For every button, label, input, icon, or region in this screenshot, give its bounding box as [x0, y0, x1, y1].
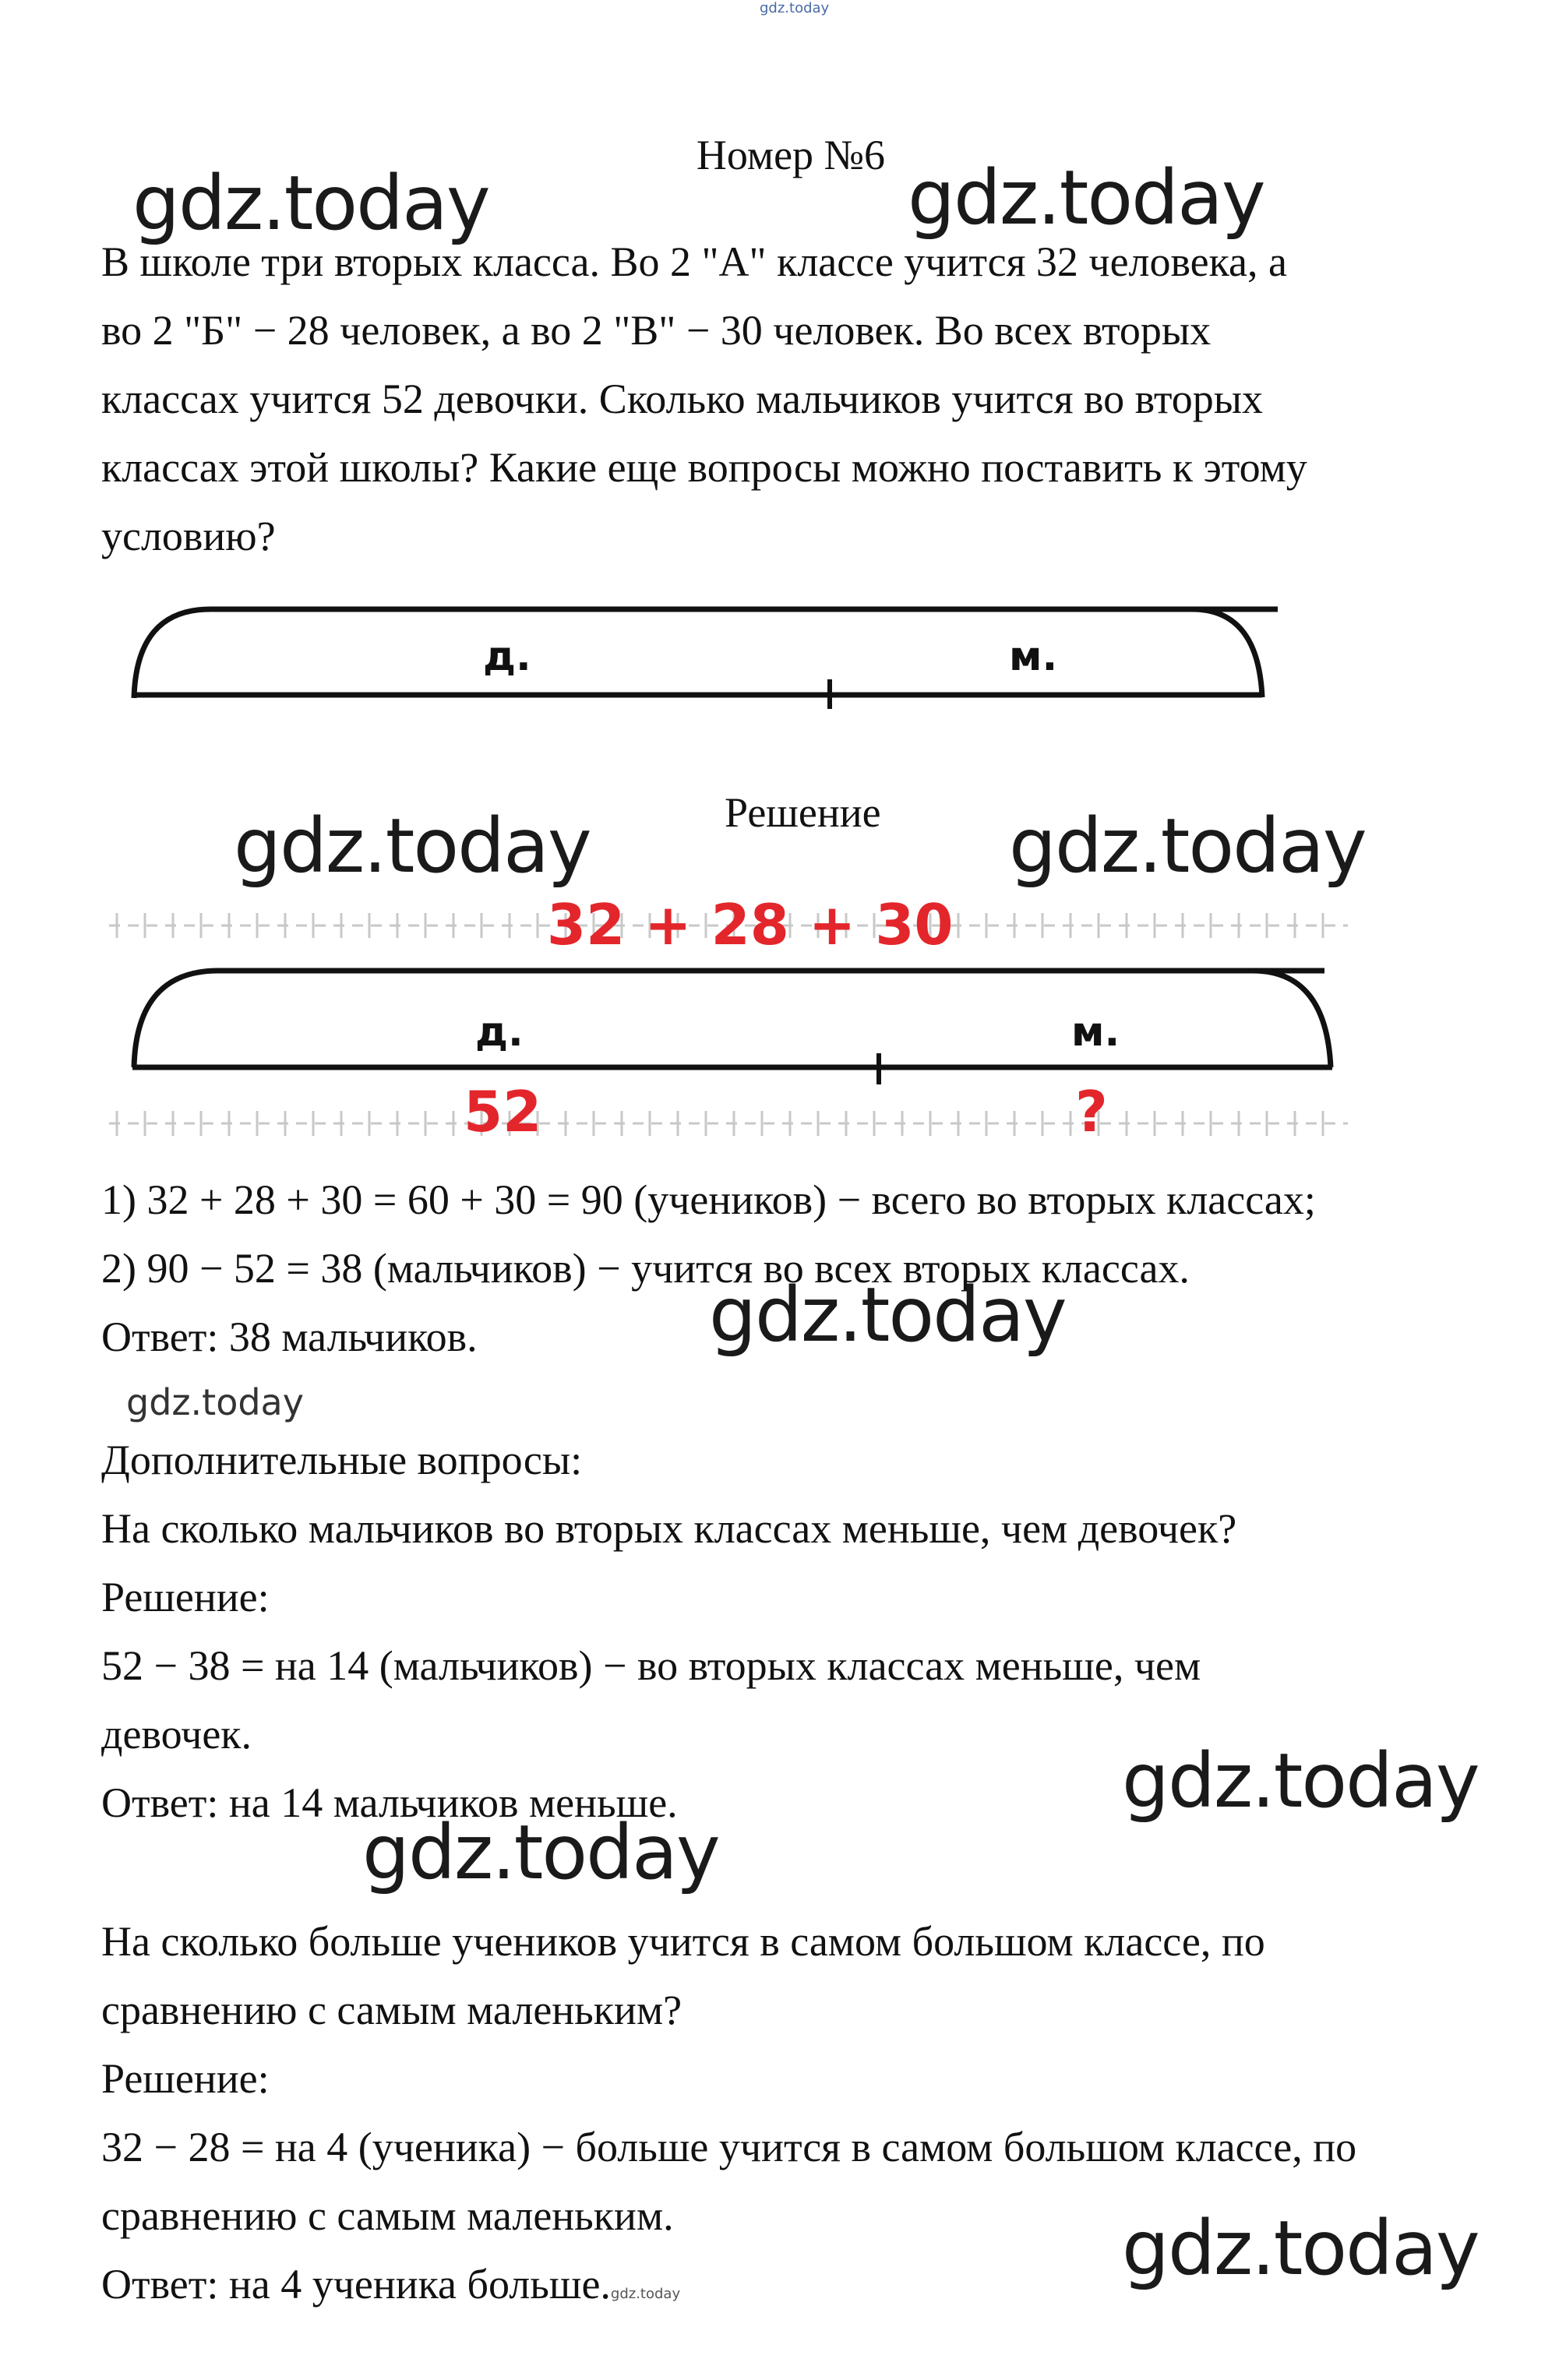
- top-expression: 32 + 28 + 30: [547, 892, 954, 957]
- text-line: условию?: [101, 513, 276, 559]
- text-line: Решение:: [101, 2055, 270, 2102]
- segment-diagram-problem: [125, 592, 1278, 717]
- top-watermark: gdz.today: [760, 0, 830, 16]
- label-boys: м.: [1009, 633, 1058, 680]
- brace: [134, 971, 1324, 1067]
- text-line: классах этой школы? Какие еще вопросы можно поставить к этому: [101, 444, 1307, 491]
- boys-unknown: ?: [1075, 1079, 1108, 1144]
- text-line: 2) 90 − 52 = 38 (мальчиков) − учится во всех вторых классах.: [101, 1245, 1190, 1292]
- watermark: gdz.today: [709, 1271, 1066, 1359]
- text-line: девочек.: [101, 1711, 252, 1758]
- text-line: Ответ: 38 мальчиков.: [101, 1313, 478, 1360]
- text-line: 52 − 38 = на 14 (мальчиков) − во вторых классах меньше, чем: [101, 1642, 1201, 1689]
- watermark: gdz.today: [132, 160, 489, 247]
- text-line: сравнению с самым маленьким.: [101, 2192, 674, 2239]
- text-line: классах учится 52 девочки. Сколько мальчиков учится во вторых: [101, 376, 1263, 422]
- text-line: 1) 32 + 28 + 30 = 60 + 30 = 90 (учеников) − всего во вторых классах;: [101, 1176, 1316, 1223]
- watermark: gdz.today: [908, 154, 1264, 242]
- text-line: Решение:: [101, 1574, 270, 1620]
- text-line: На сколько мальчиков во вторых классах меньше, чем девочек?: [101, 1505, 1237, 1552]
- solution-heading: Решение: [725, 789, 881, 836]
- extra-heading: Дополнительные вопросы:: [101, 1437, 583, 1483]
- watermark: gdz.today: [126, 1381, 304, 1423]
- watermark: gdz.today: [1122, 1737, 1479, 1825]
- page-title: Номер №6: [696, 132, 886, 178]
- text-line: На сколько больше учеников учится в самом большом классе, по: [101, 1918, 1265, 1965]
- watermark: gdz.today: [1122, 2205, 1479, 2292]
- text-line: во 2 "Б" − 28 человек, а во 2 "В" − 30 человек. Во всех вторых: [101, 307, 1212, 354]
- watermark: gdz.today: [234, 802, 591, 890]
- label-boys: м.: [1071, 1009, 1120, 1056]
- inline-watermark: gdz.today: [610, 2286, 681, 2302]
- text-line: Ответ: на 14 мальчиков меньше.: [101, 1779, 678, 1826]
- text-line: В школе три вторых класса. Во 2 "А" классе учится 32 человека, а: [101, 238, 1287, 285]
- label-girls: д.: [483, 633, 531, 680]
- text-line: сравнению с самым маленьким?: [101, 1987, 682, 2033]
- brace: [1253, 971, 1331, 1067]
- watermark: gdz.today: [362, 1809, 719, 1896]
- text-line: 32 − 28 = на 4 (ученика) − больше учится в самом большом классе, по: [101, 2124, 1357, 2170]
- answer-text: Ответ: на 4 ученика больше.: [101, 2261, 611, 2308]
- watermark: gdz.today: [1009, 802, 1366, 890]
- label-girls: д.: [475, 1009, 524, 1056]
- problem-text: [101, 227, 1307, 570]
- segment-diagram-solution: [101, 880, 1363, 1153]
- brace: [134, 609, 1278, 698]
- brace: [1192, 609, 1262, 697]
- girls-value: 52: [464, 1079, 542, 1144]
- extra-question-1: [101, 1494, 1236, 1837]
